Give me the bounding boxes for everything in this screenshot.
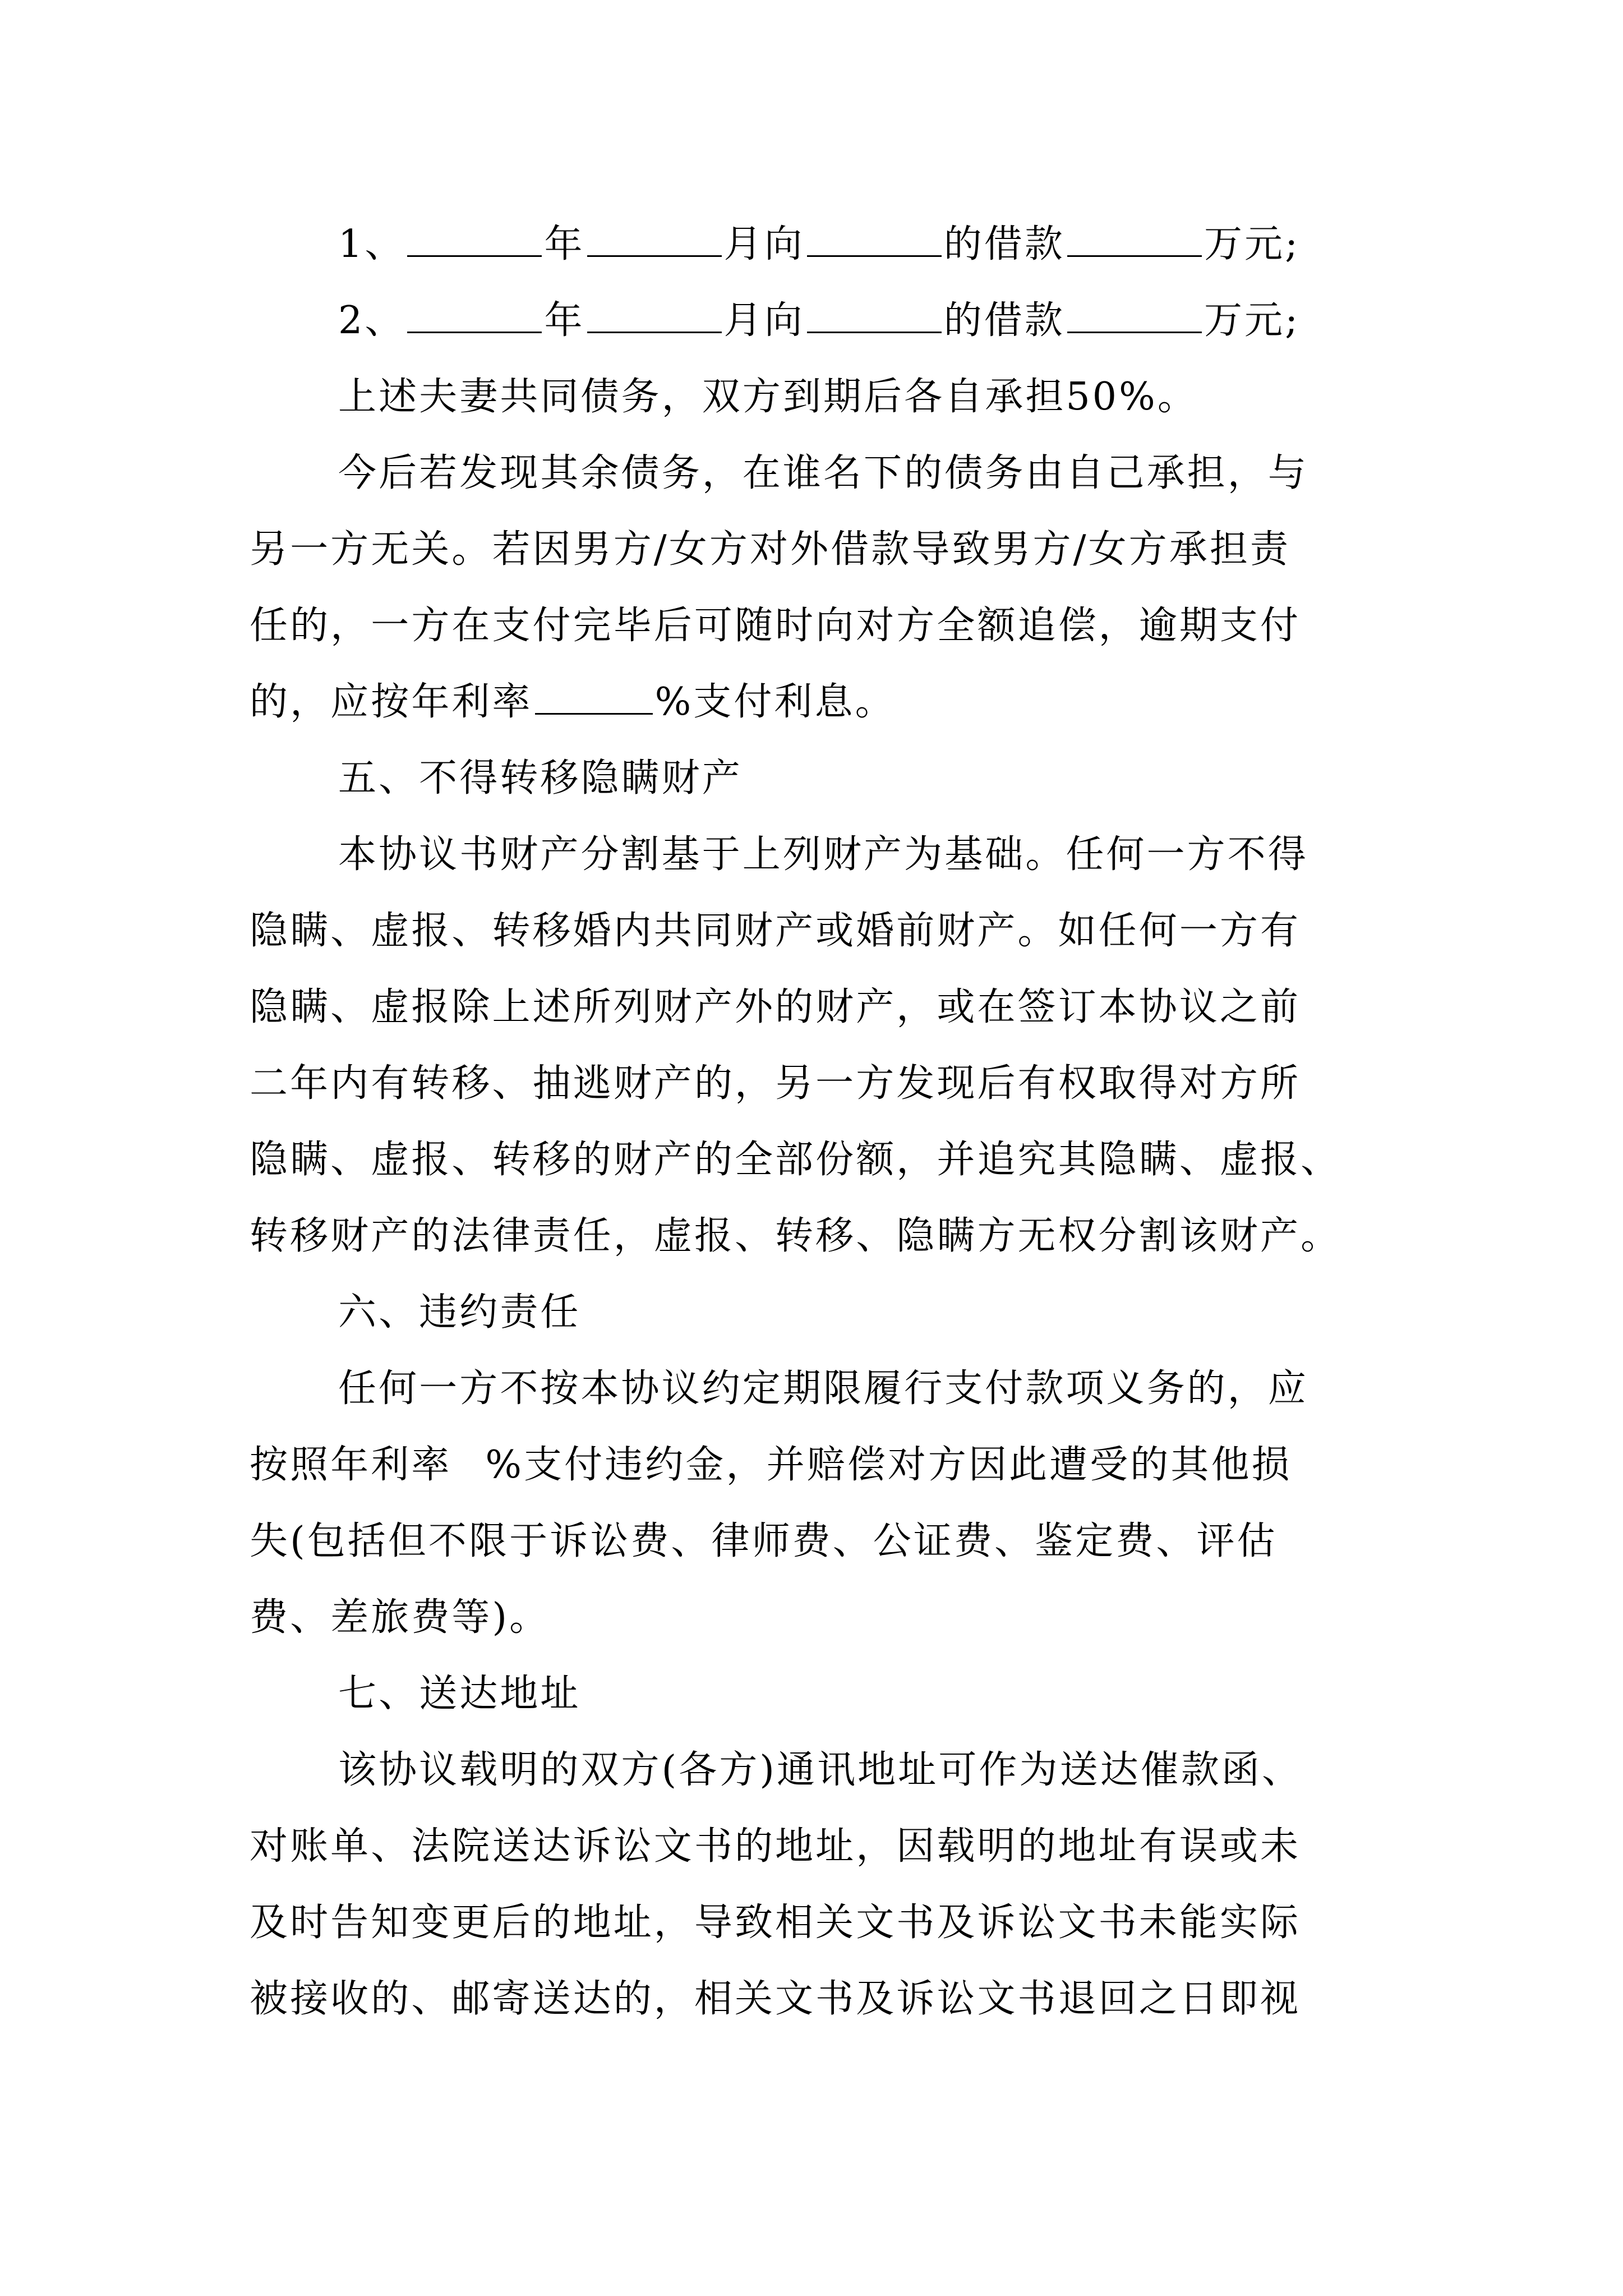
line-text: 按照年利率 [250,1443,452,1487]
debt-item-2 [338,283,1623,359]
item-text: 万元; [1204,298,1301,343]
line-text: %支付违约金，并赔偿对方因此遭受的其他损 [485,1443,1292,1487]
paragraph-line: 隐瞒、虚报、转移的财产的全部份额，并追究其隐瞒、虚报、 [250,1138,1341,1182]
blank-field [1067,292,1202,333]
item-number: 1、 [338,222,405,266]
paragraph-shared-debt: 上述夫妻共同债务，双方到期后各自承担50%。 [338,375,1198,419]
paragraph-line: 任的，一方在支付完毕后可随时向对方全额追偿，逾期支付 [250,604,1301,648]
paragraph-line: 费、差旅费等)。 [250,1595,550,1640]
blank-field [407,216,542,257]
section-heading-5: 五、不得转移隐瞒财产 [338,756,743,800]
blank-field [407,292,542,333]
item-text: 月向 [723,298,805,343]
section-heading-6: 六、违约责任 [338,1290,581,1335]
blank-field [807,216,942,257]
paragraph-line: 及时告知变更后的地址，导致相关文书及诉讼文书未能实际 [250,1901,1301,1945]
line-text: %支付利息。 [654,680,896,724]
blank-field [535,674,653,715]
paragraph-line: 对账单、法院送达诉讼文书的地址，因载明的地址有误或未 [250,1824,1301,1869]
blank-field [587,292,722,333]
item-text: 万元; [1204,222,1301,266]
paragraph-line: 二年内有转移、抽逃财产的，另一方发现后有权取得对方所 [250,1061,1301,1106]
paragraph-line: 另一方无关。若因男方/女方对外借款导致男方/女方承担责 [250,527,1290,572]
line-text: 的，应按年利率 [250,680,533,724]
item-text: 的借款 [943,222,1065,266]
paragraph-line: 隐瞒、虚报除上述所列财产外的财产，或在签订本协议之前 [250,985,1301,1029]
blank-field [1067,216,1202,257]
paragraph-line-penalty [250,1427,1623,1503]
paragraph-line-interest [250,664,1623,740]
item-text: 年 [544,222,585,266]
blank-field [807,292,942,333]
item-number: 2、 [338,298,405,343]
debt-item-1 [338,206,1623,283]
paragraph-line: 隐瞒、虚报、转移婚内共同财产或婚前财产。如任何一方有 [250,909,1301,953]
section-heading-7: 七、送达地址 [338,1672,581,1716]
paragraph-line: 本协议书财产分割基于上列财产为基础。任何一方不得 [338,832,1308,877]
paragraph-line: 今后若发现其余债务，在谁名下的债务由自己承担，与 [338,451,1308,495]
item-text: 年 [544,298,585,343]
item-text: 的借款 [943,298,1065,343]
paragraph-line: 失(包括但不限于诉讼费、律师费、公证费、鉴定费、评估 [250,1519,1278,1563]
paragraph-line: 任何一方不按本协议约定期限履行支付款项义务的，应 [338,1366,1308,1411]
blank-field [587,216,722,257]
paragraph-line: 转移财产的法律责任，虚报、转移、隐瞒方无权分割该财产。 [250,1214,1341,1258]
item-text: 月向 [723,222,805,266]
paragraph-line: 被接收的、邮寄送达的，相关文书及诉讼文书退回之日即视 [250,1977,1301,2021]
paragraph-line: 该协议载明的双方(各方)通讯地址可作为送达催款函、 [338,1748,1303,1792]
